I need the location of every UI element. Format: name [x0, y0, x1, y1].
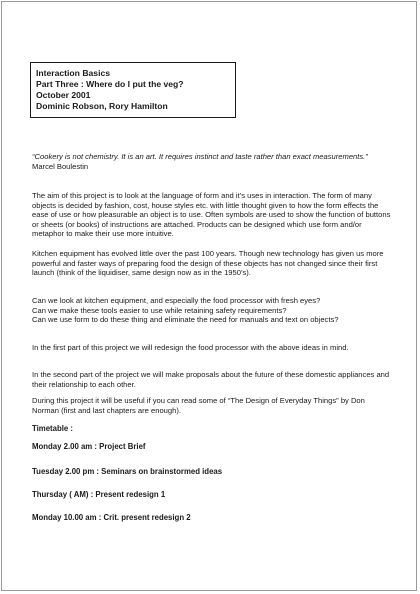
timetable-heading: Timetable :	[32, 424, 74, 433]
quote-block	[32, 152, 392, 171]
quote-author: Marcel Boulestin	[32, 161, 89, 171]
question-2: Can we make these tools easier to use while retaining safety requirements?	[32, 305, 287, 315]
course-title: Interaction Basics	[36, 68, 111, 78]
date: October 2001	[36, 90, 91, 100]
paragraph-kitchen-text: Kitchen equipment has evolved little over the past 100 years. Though new technology has given us more powerful and faster ways of preparing food the design of these objects has not changed since their first launch (think of the liquidiser, same design now as in the 1950’s).	[32, 249, 384, 277]
paragraph-reading	[32, 396, 392, 415]
paragraph-questions	[32, 296, 392, 325]
paragraph-first-part	[32, 343, 392, 353]
timetable-item: Thursday ( AM) : Present redesign 1	[32, 490, 166, 499]
project-title: Part Three : Where do I put the veg?	[36, 79, 184, 89]
paragraph-second-part-text: In the second part of the project we will make proposals about the future of these domestic appliances and their relationship to each other.	[32, 370, 390, 389]
timetable-item: Monday 2.00 am : Project Brief	[32, 442, 146, 451]
timetable-item: Monday 10.00 am : Crit. present redesign 2	[32, 513, 191, 522]
timetable-item: Tuesday 2.00 pm : Seminars on brainstormed ideas	[32, 467, 223, 476]
quote-text: “Cookery is not chemistry. It is an art. It requires instinct and taste rather than exact measurements.”	[32, 152, 368, 161]
paragraph-second-part	[32, 370, 392, 389]
authors: Dominic Robson, Rory Hamilton	[36, 101, 168, 111]
question-1: Can we look at kitchen equipment, and especially the food processor with fresh eyes?	[32, 296, 321, 305]
paragraph-reading-text: During this project it will be useful if you can read some of “The Design of Everyday Things” by Don Norman (first and last chapters are enough).	[32, 396, 365, 415]
paragraph-kitchen	[32, 249, 392, 278]
question-3: Can we use form to do these thing and eliminate the need for manuals and text on objects?	[32, 315, 339, 324]
paragraph-aim	[32, 191, 392, 239]
paragraph-aim-text: The aim of this project is to look at the language of form and it’s uses in interaction. The form of many objects is decided by fashion, cost, house styles etc. with little thought given to how the form effects the ease of use or how pleasurable an object is to use. Often symbols are used to show the function of buttons or sheets (or books) of instructions are attached. Products can be designed which use form and/or metaphor to make their use more intuitive.	[32, 191, 391, 238]
title-box	[30, 62, 236, 118]
paragraph-first-part-text: In the first part of this project we will redesign the food processor with the above ideas in mind.	[32, 343, 349, 352]
